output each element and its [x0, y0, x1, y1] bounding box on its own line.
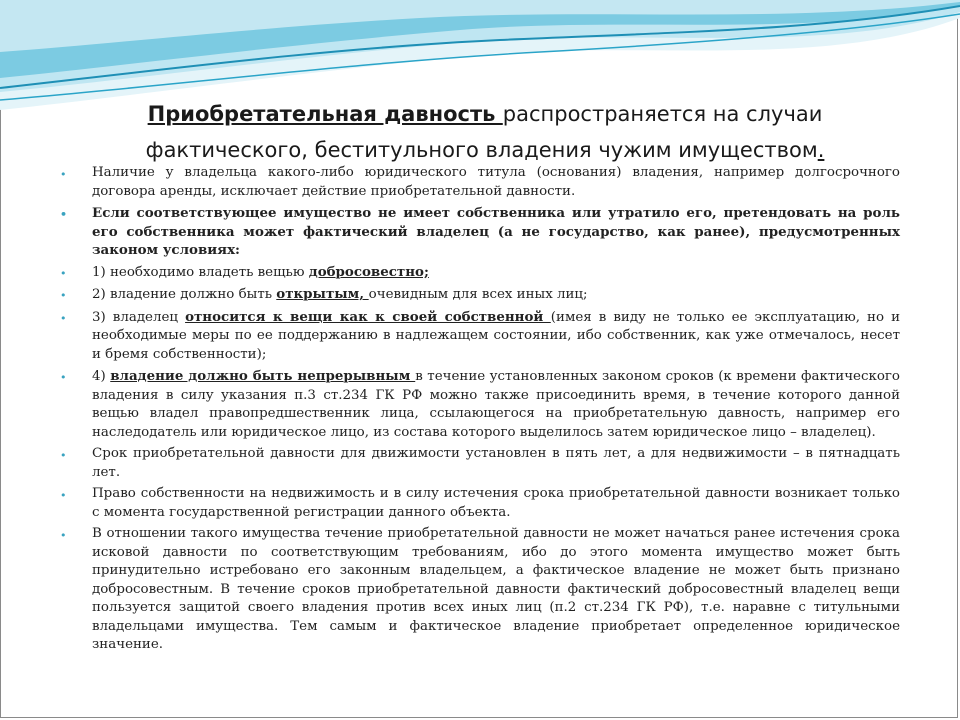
- item-emphasis: владение должно быть непрерывным: [110, 368, 416, 384]
- bullet-icon: •: [60, 529, 67, 542]
- item-pre: 2) владение должно быть: [92, 287, 277, 302]
- bullet-icon: •: [60, 371, 67, 384]
- item-text: Если соответствующее имущество не имеет собственника или утратило его, претендовать на роль его собственника может фактический владелец (а не государство, как ранее), предусмотренных законом условиях:: [92, 205, 900, 258]
- title-line2: [60, 132, 910, 168]
- bullet-icon: •: [60, 168, 67, 181]
- list-item: [60, 164, 900, 201]
- item-text: Право собственности на недвижимость и в силу истечения срока приобретательной давности возникает только с момента государственной регистрации данного объекта.: [92, 486, 900, 520]
- item-pre: 4): [92, 369, 111, 384]
- item-pre: 1) необходимо владеть вещью: [92, 264, 309, 280]
- list-item: [60, 308, 900, 365]
- bullet-icon: •: [60, 208, 68, 221]
- item-text: Срок приобретательной давности для движимости установлен в пять лет, а для недвижимости – в пятнадцать лет.: [92, 446, 900, 480]
- bullet-icon: •: [60, 449, 67, 462]
- title-line2-end: .: [817, 138, 825, 162]
- list-item: [60, 204, 900, 260]
- list-item: [60, 285, 900, 305]
- item-post: в течение установленных законом сроков (к времени фактического владения в силу указания п.3 ст.234 ГК РФ можно также присоединить время, в течение которого данной вещью владел правопредшественник лица, ссылающегося на приобретательную давность, например его наследодатель или юридическое лицо, из состава которого выделилось затем юридическое лицо – владелец).: [92, 369, 900, 440]
- title-term: Приобретательная давность: [147, 102, 503, 126]
- item-pre: 3) владелец: [92, 309, 186, 325]
- list-item: [60, 445, 900, 482]
- slide-title: [60, 96, 910, 168]
- item-emphasis: открытым,: [276, 286, 369, 302]
- bullet-list: [60, 164, 900, 658]
- item-text: Наличие у владельца какого-либо юридического титула (основания) владения, например долгосрочного договора аренды, исключает действие приобретательной давности.: [92, 165, 900, 199]
- bullet-icon: •: [60, 289, 67, 302]
- item-emphasis: добросовестно;: [308, 263, 429, 280]
- bullet-icon: •: [60, 489, 67, 502]
- list-item: [60, 525, 900, 655]
- item-text: В отношении такого имущества течение приобретательной давности не может начаться ранее истечения срока исковой давности по соответствующим требованиям, ибо до этого момента имущество может быть принудительно истребовано его законным владельцем, а фактическое владение не может быть признано добросовестным. В течение сроков приобретательной давности фактический добросовестный владелец вещи пользуется защитой своего владения против всех иных лиц (п.2 ст.234 ГК РФ), т.е. наравне с титульными владельцами имущества. Тем самым и фактическое владение приобретает определенное юридическое значение.: [92, 526, 900, 652]
- bullet-icon: •: [60, 311, 67, 325]
- list-item: [60, 367, 900, 442]
- item-post: (имея в виду не только ее эксплуатацию, но и необходимые меры по ее поддержанию в надлежащем состоянии, ибо собственник, как уже отмечалось, несет и бремя собственности);: [92, 309, 900, 362]
- list-item: [60, 263, 900, 283]
- list-item: [60, 485, 900, 522]
- title-line2-text: фактического, беститульного владения чужим имуществом: [145, 138, 818, 162]
- title-rest: распространяется на случаи: [502, 102, 823, 126]
- item-post: очевидным для всех иных лиц;: [368, 287, 588, 302]
- item-emphasis: относится к вещи как к своей собственной: [185, 308, 551, 325]
- bullet-icon: •: [60, 266, 67, 280]
